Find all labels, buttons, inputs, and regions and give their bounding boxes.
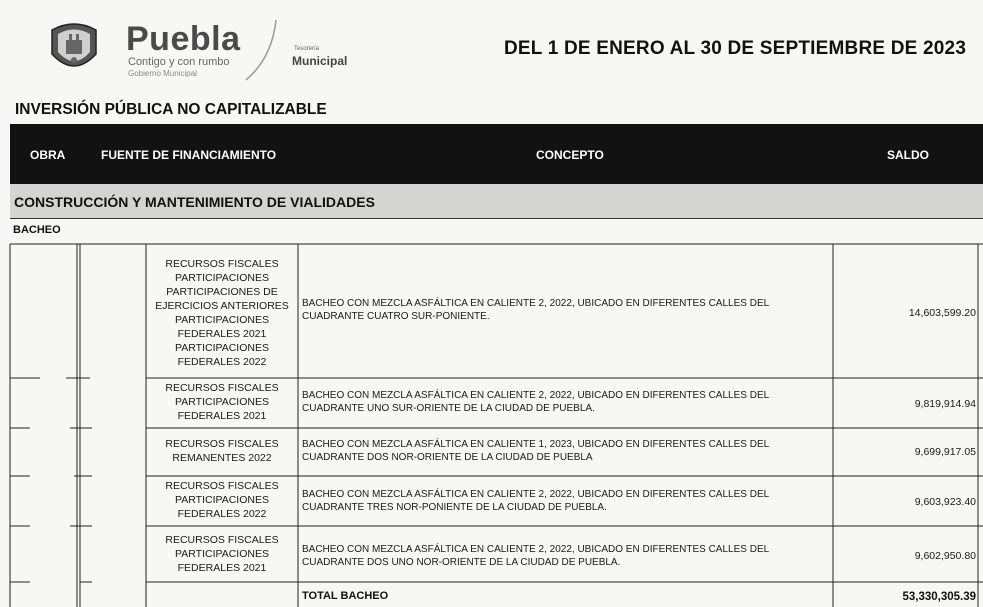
fuente-cell [146, 381, 298, 423]
fuente-line: RECURSOS FISCALES [165, 534, 279, 546]
concepto-line: CUADRANTE DOS NOR-ORIENTE DE LA CIUDAD DE PUEBLA [302, 452, 593, 463]
table-header [10, 124, 983, 184]
fuente-line: FEDERALES 2022 [177, 356, 267, 368]
total-value: 53,330,305.39 [902, 591, 976, 603]
category-label: CONSTRUCCIÓN Y MANTENIMIENTO DE VIALIDADES [14, 194, 375, 210]
total-label: TOTAL BACHEO [302, 590, 389, 602]
fuente-line: RECURSOS FISCALES [165, 480, 279, 492]
fuente-line: FEDERALES 2021 [177, 410, 267, 422]
fuente-line: RECURSOS FISCALES [165, 382, 279, 394]
concepto-line: BACHEO CON MEZCLA ASFÁLTICA EN CALIENTE 2, 2022, UBICADO EN DIFERENTES CALLES DEL [302, 544, 770, 555]
fuente-line: FEDERALES 2021 [177, 328, 267, 340]
header-obra: OBRA [30, 148, 66, 162]
fuente-line: PARTICIPACIONES [175, 396, 269, 408]
concepto-line: CUADRANTE DOS UNO NOR-ORIENTE DE LA CIUDAD DE PUEBLA. [302, 557, 621, 568]
header-concepto: CONCEPTO [536, 148, 604, 162]
saldo-cell: 9,699,917.05 [914, 446, 976, 458]
saldo-cell: 9,603,923.40 [914, 496, 976, 508]
fuente-line: EJERCICIOS ANTERIORES [155, 300, 289, 312]
subcategory-label: BACHEO [13, 224, 61, 236]
concepto-line: BACHEO CON MEZCLA ASFÁLTICA EN CALIENTE 2, 2022, UBICADO EN DIFERENTES CALLES DEL [302, 489, 770, 500]
concepto-line: BACHEO CON MEZCLA ASFÁLTICA EN CALIENTE 2, 2022, UBICADO EN DIFERENTES CALLES DEL [302, 390, 770, 401]
fuente-line: REMANENTES 2022 [172, 452, 272, 464]
header-saldo: SALDO [887, 148, 929, 162]
saldo-cell: 14,603,599.20 [908, 307, 976, 319]
saldo-cell: 9,602,950.80 [914, 550, 976, 562]
puebla-logo [46, 18, 366, 98]
concepto-line: CUADRANTE UNO SUR-ORIENTE DE LA CIUDAD DE PUEBLA. [302, 403, 595, 414]
concepto-cell [302, 488, 832, 514]
coat-of-arms-icon [46, 20, 102, 76]
concepto-cell [302, 438, 832, 464]
logo-secretaria: Tesorería [294, 46, 320, 52]
fuente-line: FEDERALES 2022 [177, 508, 267, 520]
fuente-line: PARTICIPACIONES [175, 494, 269, 506]
logo-tagline: Contigo y con rumbo [128, 56, 230, 68]
fuente-cell [146, 479, 298, 521]
concepto-line: CUADRANTE TRES NOR-PONIENTE DE LA CIUDAD DE PUEBLA. [302, 502, 607, 513]
section-title: INVERSIÓN PÚBLICA NO CAPITALIZABLE [15, 101, 327, 118]
logo-municipal: Municipal [292, 54, 348, 68]
fuente-line: PARTICIPACIONES [175, 272, 269, 284]
concepto-cell [302, 543, 832, 569]
concepto-line: CUADRANTE CUATRO SUR-PONIENTE. [302, 311, 490, 322]
saldo-cell: 9,819,914.94 [914, 398, 976, 410]
concepto-line: BACHEO CON MEZCLA ASFÁLTICA EN CALIENTE 1, 2023, UBICADO EN DIFERENTES CALLES DEL [302, 439, 770, 450]
report-period: DEL 1 DE ENERO AL 30 DE SEPTIEMBRE DE 2023 [504, 38, 967, 59]
fuente-line: PARTICIPACIONES [175, 342, 269, 354]
fuente-line: RECURSOS FISCALES [165, 258, 279, 270]
logo-name: Puebla [126, 20, 241, 58]
fuente-line: PARTICIPACIONES [175, 548, 269, 560]
fuente-cell [146, 257, 298, 369]
fuente-line: RECURSOS FISCALES [165, 438, 279, 450]
fuente-line: PARTICIPACIONES DE [166, 286, 278, 298]
fuente-line: FEDERALES 2021 [177, 562, 267, 574]
logo-divider [242, 18, 282, 82]
header-fuente: FUENTE DE FINANCIAMIENTO [101, 148, 277, 162]
logo-subtitle: Gobierno Municipal [128, 69, 197, 78]
fuente-cell [146, 533, 298, 575]
fuente-line: PARTICIPACIONES [175, 314, 269, 326]
concepto-cell [302, 297, 832, 323]
concepto-line: BACHEO CON MEZCLA ASFÁLTICA EN CALIENTE 2, 2022, UBICADO EN DIFERENTES CALLES DEL [302, 298, 770, 309]
category-row [10, 184, 983, 219]
fuente-cell [146, 437, 298, 465]
concepto-cell [302, 389, 832, 415]
